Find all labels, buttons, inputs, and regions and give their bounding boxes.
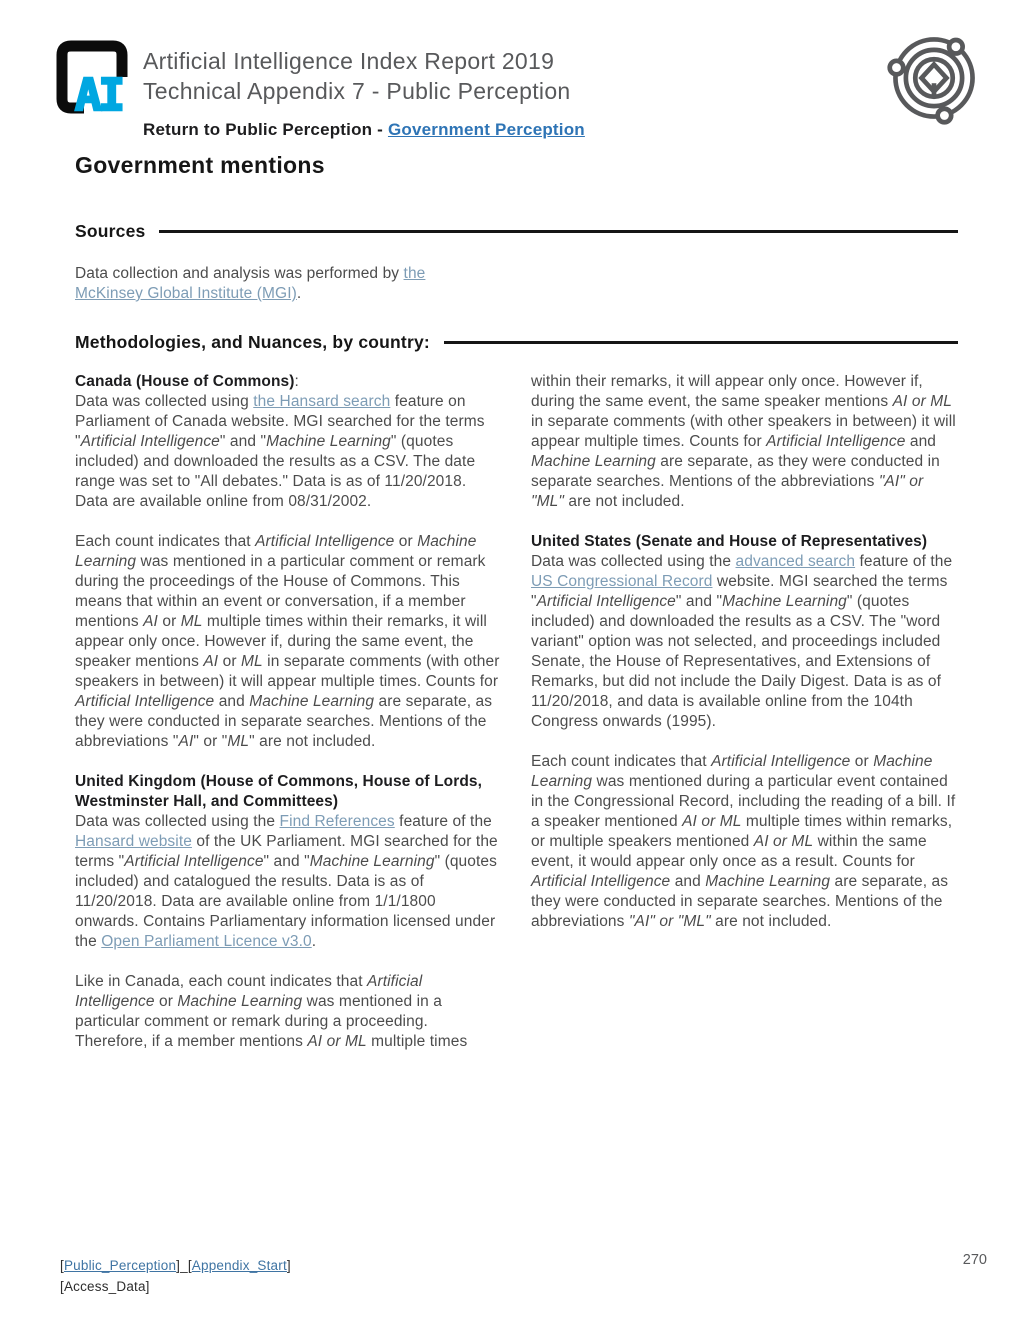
page-number: 270 bbox=[962, 1252, 987, 1268]
text-link[interactable]: advanced search bbox=[735, 553, 856, 570]
left-column bbox=[75, 372, 501, 1072]
text: within their remarks, it will appear only once. However if, during the same event, the same speaker mentions bbox=[531, 373, 923, 410]
italic-text: Artificial Intelligence bbox=[80, 433, 220, 450]
methodologies-heading: Methodologies, and Nuances, by country: bbox=[75, 332, 430, 352]
text: website. MGI searched the terms " bbox=[531, 573, 948, 610]
text: or bbox=[154, 993, 178, 1010]
bold-text: United States (Senate and House of Representatives) bbox=[531, 533, 928, 550]
italic-text: "AI" or "ML" bbox=[628, 913, 711, 930]
footer-nav bbox=[60, 1258, 291, 1273]
text-link[interactable]: the Hansard search bbox=[253, 393, 391, 410]
text-link[interactable]: McKinsey Global Institute (MGI) bbox=[75, 285, 297, 302]
italic-text: Machine Learning bbox=[249, 693, 375, 710]
text: ] bbox=[176, 1258, 181, 1273]
text: are separate, as they were conducted in separate searches. Mentions of the abbreviations " bbox=[75, 693, 493, 750]
italic-text: Artificial Intelligence bbox=[536, 593, 676, 610]
text: within the same event, it would appear only once as a result. Counts for bbox=[531, 833, 927, 870]
text: Data was collected using bbox=[75, 393, 254, 410]
footer-access-data[interactable]: [Access_Data] bbox=[60, 1279, 150, 1294]
text: " and " bbox=[219, 433, 267, 450]
government-perception-link[interactable]: Government Perception bbox=[387, 120, 585, 139]
text: and bbox=[214, 693, 250, 710]
text: was mentioned during a particular event contained in the Congressional Record, including the reading of a bill. If a speaker mentioned bbox=[531, 773, 956, 830]
italic-text: Artificial Intelligence bbox=[75, 693, 215, 710]
text: multiple times within remarks, or multiple speakers mentioned bbox=[531, 813, 953, 850]
orbit-logo-icon bbox=[884, 28, 984, 128]
page-title: Government mentions bbox=[75, 152, 325, 178]
text: Data was collected using the bbox=[75, 813, 280, 830]
text-link[interactable]: Appendix_Start bbox=[191, 1258, 287, 1273]
italic-text: "AI" or "ML" bbox=[531, 473, 924, 510]
paragraph bbox=[531, 552, 957, 732]
italic-text: Machine Learning bbox=[266, 433, 391, 450]
sources-heading: Sources bbox=[75, 221, 146, 241]
italic-text: Artificial Intelligence bbox=[255, 533, 395, 550]
text-link[interactable]: the bbox=[403, 265, 426, 282]
italic-text: AI bbox=[143, 613, 158, 630]
italic-text: ML bbox=[241, 653, 263, 670]
text: Like in Canada, each count indicates that bbox=[75, 973, 368, 990]
sources-section-header bbox=[75, 221, 958, 242]
italic-text: Machine Learning bbox=[177, 993, 303, 1010]
country-heading bbox=[531, 532, 957, 552]
report-title: Artificial Intelligence Index Report 2019 bbox=[143, 48, 555, 74]
methodologies-body bbox=[75, 372, 957, 1072]
bold-text: Canada (House of Commons) bbox=[75, 373, 295, 390]
text-link[interactable]: Open Parliament Licence v3.0 bbox=[101, 933, 312, 950]
return-line bbox=[143, 120, 585, 140]
text: was mentioned in a particular comment or remark during a proceeding. Therefore, if a member mentions bbox=[75, 993, 443, 1050]
text: are not included. bbox=[563, 493, 685, 510]
text: Each count indicates that bbox=[75, 533, 256, 550]
italic-text: Artificial Intelligence bbox=[531, 873, 671, 890]
text-link[interactable]: Find References bbox=[279, 813, 395, 830]
italic-text: AI or ML bbox=[892, 393, 952, 410]
text: or bbox=[157, 613, 181, 630]
text: feature on Parliament of Canada website. MGI searched for the terms " bbox=[75, 393, 485, 450]
text: " and " bbox=[263, 853, 310, 870]
italic-text: AI or ML bbox=[682, 813, 742, 830]
italic-text: Artificial Intelligence bbox=[75, 973, 423, 1010]
italic-text: AI bbox=[203, 653, 219, 670]
text: . bbox=[311, 933, 317, 950]
italic-text: ML bbox=[227, 733, 250, 750]
text: multiple times bbox=[366, 1033, 468, 1050]
italic-text: Artificial Intelligence bbox=[124, 853, 264, 870]
text: Data was collected using the bbox=[531, 553, 736, 570]
italic-text: Machine Learning bbox=[705, 873, 831, 890]
italic-text: Machine Learning bbox=[722, 593, 847, 610]
text: : bbox=[294, 373, 299, 390]
text: was mentioned in a particular comment or remark during the proceedings of the House of Commons. This means that within an event or conversation, if a member mentions bbox=[75, 553, 486, 630]
svg-text:AI: AI bbox=[75, 70, 122, 116]
paragraph bbox=[75, 972, 501, 1052]
text: or bbox=[218, 653, 242, 670]
paragraph bbox=[531, 752, 957, 932]
paragraph bbox=[531, 372, 957, 512]
text: " (quotes included) and downloaded the results as a CSV. The "word variant" option was not selected, and proceedings included Senate, the House of Representatives, and Extensions of Remarks, but did not include the Daily Digest. Data is as of 11/20/2018, and data is available online from the 104th Congress onwards (1995). bbox=[531, 593, 942, 730]
text: " and " bbox=[675, 593, 723, 610]
text: are not included. bbox=[710, 913, 832, 930]
header bbox=[143, 46, 585, 140]
sources-paragraph bbox=[75, 264, 525, 304]
text: [ bbox=[187, 1258, 192, 1273]
text: Data collection and analysis was performed by bbox=[75, 265, 404, 282]
text: and bbox=[670, 873, 706, 890]
italic-text: AI or ML bbox=[307, 1033, 367, 1050]
italic-text: Artificial Intelligence bbox=[711, 753, 851, 770]
text: are separate, as they were conducted in separate searches. Mentions of the abbreviations bbox=[531, 453, 940, 490]
appendix-title: Technical Appendix 7 - Public Perception bbox=[143, 78, 571, 104]
ai-index-logo-icon bbox=[54, 40, 134, 116]
text: in separate comments (with other speakers in between) it will appear multiple times. Counts for bbox=[75, 653, 500, 690]
horizontal-rule bbox=[444, 341, 958, 344]
text: in separate comments (with other speakers in between) it will appear multiple times. Counts for bbox=[531, 413, 956, 450]
text: or bbox=[850, 753, 874, 770]
text: [ bbox=[60, 1258, 64, 1273]
italic-text: Machine Learning bbox=[75, 533, 477, 570]
text: feature of the bbox=[855, 553, 953, 570]
text: or bbox=[394, 533, 418, 550]
text: ] bbox=[286, 1258, 291, 1273]
paragraph bbox=[75, 532, 501, 752]
methodologies-section-header bbox=[75, 332, 958, 353]
paragraph bbox=[75, 392, 501, 512]
right-column bbox=[531, 372, 957, 1072]
italic-text: AI bbox=[178, 733, 194, 750]
italic-text: Artificial Intelligence bbox=[766, 433, 906, 450]
italic-text: Machine Learning bbox=[531, 453, 656, 470]
text-link[interactable]: Hansard website bbox=[75, 833, 192, 850]
paragraph bbox=[75, 812, 501, 952]
country-heading bbox=[75, 372, 501, 392]
text: " are not included. bbox=[249, 733, 376, 750]
text-link[interactable]: US Congressional Record bbox=[531, 573, 713, 590]
text: feature of the bbox=[394, 813, 492, 830]
italic-text: Machine Learning bbox=[309, 853, 435, 870]
text: _ bbox=[180, 1258, 188, 1273]
italic-text: AI or ML bbox=[753, 833, 814, 850]
text: of the UK Parliament. MGI searched for the terms " bbox=[75, 833, 498, 870]
text: " (quotes included) and downloaded the results as a CSV. The date range was set to "All debates." Data is as of 11/20/2018. Data are available online from 08/31/2002. bbox=[75, 433, 476, 510]
text-link[interactable]: Public_Perception bbox=[63, 1258, 177, 1273]
bold-text: United Kingdom (House of Commons, House of Lords, Westminster Hall, and Committees) bbox=[75, 773, 483, 810]
text: Each count indicates that bbox=[531, 753, 712, 770]
text: " or " bbox=[193, 733, 228, 750]
text: . bbox=[296, 285, 302, 302]
horizontal-rule bbox=[159, 230, 958, 233]
country-heading bbox=[75, 772, 501, 812]
text: " (quotes included) and catalogued the results. Data is as of 11/20/2018. Data are available online from 1/1/1800 onwards. Contains Parliamentary information licensed under the bbox=[75, 853, 497, 950]
text: are separate, as they were conducted in separate searches. Mentions of the abbreviations bbox=[531, 873, 949, 930]
italic-text: ML bbox=[180, 613, 203, 630]
text: and bbox=[905, 433, 937, 450]
italic-text: Machine Learning bbox=[531, 753, 933, 790]
return-label: Return to Public Perception - bbox=[143, 120, 388, 139]
text: multiple times within their remarks, it will appear only once. However if, during the same event, the speaker mentions bbox=[75, 613, 487, 670]
